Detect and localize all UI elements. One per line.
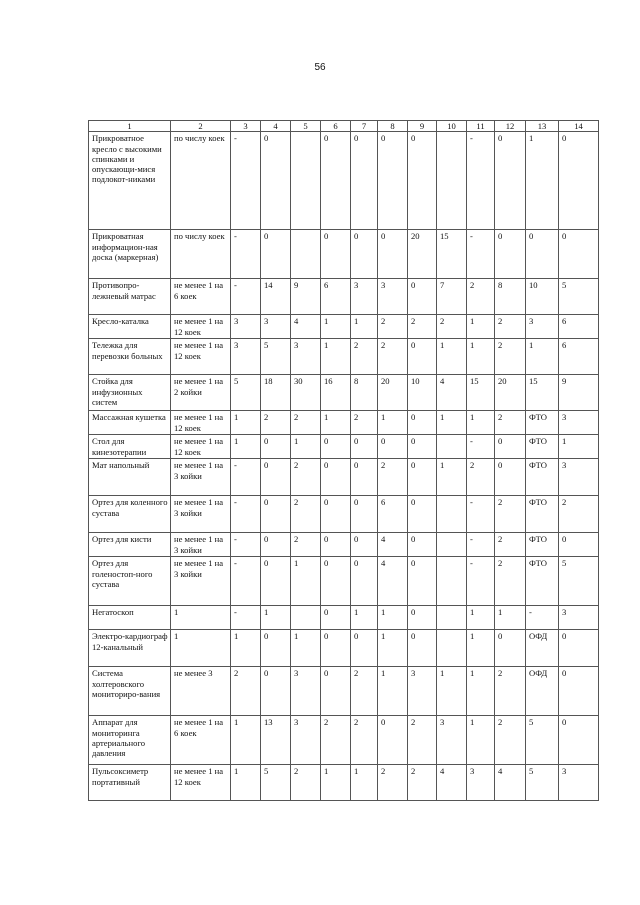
value-cell: 1 (378, 667, 408, 716)
value-cell: 0 (559, 230, 599, 279)
column-header: 4 (261, 121, 291, 132)
value-cell: 1 (351, 606, 378, 630)
value-cell: 3 (291, 667, 321, 716)
value-cell: 0 (495, 459, 526, 496)
value-cell: 1 (351, 315, 378, 339)
value-cell: 2 (351, 339, 378, 375)
value-cell: 5 (261, 765, 291, 801)
table-row (89, 435, 599, 459)
value-cell: - (231, 230, 261, 279)
value-cell: 1 (526, 339, 559, 375)
value-cell: 0 (351, 630, 378, 667)
norm-cell: по числу коек (171, 132, 231, 230)
value-cell: 0 (495, 230, 526, 279)
table-row (89, 375, 599, 411)
value-cell: ОФД (526, 667, 559, 716)
norm-cell: не менее 1 на 12 коек (171, 315, 231, 339)
value-cell: - (231, 279, 261, 315)
value-cell: 0 (559, 533, 599, 557)
table-row (89, 557, 599, 606)
value-cell: 1 (437, 667, 467, 716)
norm-cell: 1 (171, 606, 231, 630)
value-cell: 2 (495, 716, 526, 765)
value-cell: 2 (467, 279, 495, 315)
value-cell: 2 (495, 339, 526, 375)
value-cell: 0 (408, 606, 437, 630)
equipment-name-cell: Кресло-каталка (89, 315, 171, 339)
value-cell: 0 (261, 557, 291, 606)
value-cell: 4 (437, 375, 467, 411)
column-header: 14 (559, 121, 599, 132)
table-row (89, 716, 599, 765)
value-cell: 2 (291, 496, 321, 533)
value-cell: 0 (408, 630, 437, 667)
value-cell: 1 (559, 435, 599, 459)
table-row (89, 315, 599, 339)
value-cell: - (467, 435, 495, 459)
value-cell: 10 (408, 375, 437, 411)
value-cell: ФТО (526, 496, 559, 533)
value-cell: - (231, 557, 261, 606)
value-cell: 4 (291, 315, 321, 339)
value-cell: 1 (261, 606, 291, 630)
value-cell: 0 (321, 667, 351, 716)
value-cell: 16 (321, 375, 351, 411)
value-cell: ФТО (526, 459, 559, 496)
norm-cell: не менее 1 на 3 койки (171, 496, 231, 533)
value-cell: 1 (495, 606, 526, 630)
value-cell: 2 (291, 765, 321, 801)
column-header: 8 (378, 121, 408, 132)
value-cell: 1 (321, 339, 351, 375)
value-cell: 0 (321, 496, 351, 533)
value-cell: 0 (351, 132, 378, 230)
value-cell: 0 (378, 132, 408, 230)
value-cell: 0 (408, 132, 437, 230)
value-cell: 0 (321, 132, 351, 230)
value-cell: 0 (351, 459, 378, 496)
value-cell (291, 230, 321, 279)
column-header: 5 (291, 121, 321, 132)
value-cell: 5 (526, 765, 559, 801)
equipment-name-cell: Ортез для кисти (89, 533, 171, 557)
value-cell: 2 (559, 496, 599, 533)
equipment-name-cell: Пульсоксиметр портативный (89, 765, 171, 801)
value-cell: 2 (291, 533, 321, 557)
value-cell: 0 (261, 533, 291, 557)
value-cell: 1 (351, 765, 378, 801)
value-cell: 2 (437, 315, 467, 339)
value-cell: 14 (261, 279, 291, 315)
value-cell: 0 (321, 459, 351, 496)
value-cell: 3 (437, 716, 467, 765)
value-cell: 1 (231, 411, 261, 435)
value-cell: 30 (291, 375, 321, 411)
equipment-name-cell: Противопро-лежневый матрас (89, 279, 171, 315)
value-cell: 18 (261, 375, 291, 411)
column-header: 13 (526, 121, 559, 132)
value-cell: 0 (261, 496, 291, 533)
value-cell: 6 (559, 315, 599, 339)
value-cell: ФТО (526, 411, 559, 435)
value-cell: 1 (467, 630, 495, 667)
value-cell: 3 (231, 339, 261, 375)
value-cell: 2 (378, 339, 408, 375)
value-cell: 2 (495, 315, 526, 339)
value-cell: 10 (526, 279, 559, 315)
table-row (89, 533, 599, 557)
value-cell: 0 (321, 606, 351, 630)
value-cell: 6 (378, 496, 408, 533)
value-cell: 3 (351, 279, 378, 315)
value-cell: 1 (321, 411, 351, 435)
value-cell: 1 (526, 132, 559, 230)
value-cell: 0 (559, 716, 599, 765)
value-cell: 2 (495, 411, 526, 435)
value-cell: 1 (378, 630, 408, 667)
value-cell: 1 (321, 765, 351, 801)
column-header: 7 (351, 121, 378, 132)
value-cell: 3 (559, 411, 599, 435)
norm-cell: не менее 1 на 12 коек (171, 435, 231, 459)
value-cell: 1 (321, 315, 351, 339)
value-cell: 0 (408, 411, 437, 435)
value-cell: 0 (408, 435, 437, 459)
value-cell: 20 (408, 230, 437, 279)
value-cell (437, 533, 467, 557)
equipment-name-cell: Тележка для перевозки больных (89, 339, 171, 375)
value-cell: - (231, 132, 261, 230)
value-cell: 6 (321, 279, 351, 315)
value-cell: 0 (351, 496, 378, 533)
value-cell: 0 (408, 339, 437, 375)
value-cell: 1 (291, 435, 321, 459)
table-row (89, 339, 599, 375)
value-cell: 20 (378, 375, 408, 411)
value-cell: 1 (291, 630, 321, 667)
value-cell: 0 (321, 533, 351, 557)
value-cell: 3 (559, 765, 599, 801)
value-cell: 2 (378, 765, 408, 801)
norm-cell: не менее 1 на 12 коек (171, 339, 231, 375)
column-header: 3 (231, 121, 261, 132)
value-cell: 0 (378, 435, 408, 459)
norm-cell: не менее 1 на 12 коек (171, 411, 231, 435)
value-cell: 2 (351, 716, 378, 765)
norm-cell: не менее 1 на 3 койки (171, 459, 231, 496)
value-cell: - (231, 459, 261, 496)
value-cell: 1 (467, 339, 495, 375)
value-cell: - (467, 230, 495, 279)
value-cell: 1 (291, 557, 321, 606)
value-cell: 4 (495, 765, 526, 801)
equipment-name-cell: Ортез для коленного сустава (89, 496, 171, 533)
value-cell (291, 606, 321, 630)
value-cell: 2 (351, 667, 378, 716)
value-cell: 0 (351, 230, 378, 279)
value-cell (437, 132, 467, 230)
value-cell: 1 (437, 339, 467, 375)
value-cell: 0 (261, 630, 291, 667)
value-cell: 1 (437, 411, 467, 435)
norm-cell: не менее 1 на 12 коек (171, 765, 231, 801)
value-cell: 0 (559, 132, 599, 230)
value-cell: 5 (526, 716, 559, 765)
table-row (89, 496, 599, 533)
page-number: 56 (314, 62, 326, 73)
norm-cell: не менее 3 (171, 667, 231, 716)
value-cell: 1 (378, 606, 408, 630)
value-cell (291, 132, 321, 230)
value-cell: 0 (408, 279, 437, 315)
value-cell: 8 (495, 279, 526, 315)
table-body (89, 121, 599, 801)
value-cell: 1 (467, 411, 495, 435)
value-cell (437, 557, 467, 606)
value-cell: 0 (351, 533, 378, 557)
table-row (89, 630, 599, 667)
value-cell: 5 (261, 339, 291, 375)
value-cell: 2 (495, 667, 526, 716)
value-cell (437, 606, 467, 630)
column-header: 12 (495, 121, 526, 132)
column-header: 2 (171, 121, 231, 132)
norm-cell: не менее 1 на 2 койки (171, 375, 231, 411)
value-cell: 3 (408, 667, 437, 716)
value-cell: 1 (231, 716, 261, 765)
value-cell: ФТО (526, 557, 559, 606)
value-cell: - (231, 496, 261, 533)
value-cell: 2 (291, 459, 321, 496)
norm-cell: не менее 1 на 6 коек (171, 716, 231, 765)
value-cell: 2 (351, 411, 378, 435)
value-cell: 1 (467, 716, 495, 765)
value-cell: 3 (378, 279, 408, 315)
equipment-name-cell: Стойка для инфузионных систем (89, 375, 171, 411)
value-cell: 0 (261, 230, 291, 279)
table-row (89, 459, 599, 496)
value-cell: 0 (559, 667, 599, 716)
value-cell: 1 (467, 315, 495, 339)
value-cell: 5 (559, 557, 599, 606)
column-header: 6 (321, 121, 351, 132)
equipment-name-cell: Электро-кардиограф 12-канальный (89, 630, 171, 667)
value-cell: 1 (231, 765, 261, 801)
value-cell: 0 (526, 230, 559, 279)
value-cell: - (231, 533, 261, 557)
column-header: 1 (89, 121, 171, 132)
table-row (89, 279, 599, 315)
value-cell: 0 (321, 557, 351, 606)
column-header: 11 (467, 121, 495, 132)
value-cell: - (526, 606, 559, 630)
value-cell: - (467, 557, 495, 606)
value-cell: 2 (495, 496, 526, 533)
value-cell: 0 (408, 496, 437, 533)
value-cell: ФТО (526, 435, 559, 459)
value-cell: 2 (408, 716, 437, 765)
value-cell (437, 496, 467, 533)
table-row (89, 765, 599, 801)
norm-cell: не менее 1 на 3 койки (171, 557, 231, 606)
value-cell: 2 (291, 411, 321, 435)
equipment-name-cell: Система холтеровского мониториро-вания (89, 667, 171, 716)
value-cell: 0 (495, 435, 526, 459)
norm-cell: по числу коек (171, 230, 231, 279)
value-cell: 4 (437, 765, 467, 801)
value-cell: 2 (261, 411, 291, 435)
value-cell: - (231, 606, 261, 630)
value-cell: 3 (559, 459, 599, 496)
value-cell: 4 (378, 557, 408, 606)
equipment-name-cell: Мат напольный (89, 459, 171, 496)
value-cell: 13 (261, 716, 291, 765)
value-cell: - (467, 533, 495, 557)
value-cell: 6 (559, 339, 599, 375)
table-row (89, 667, 599, 716)
value-cell: 1 (467, 667, 495, 716)
value-cell: 0 (321, 630, 351, 667)
value-cell: 1 (467, 606, 495, 630)
column-header: 9 (408, 121, 437, 132)
table-row (89, 230, 599, 279)
value-cell (437, 435, 467, 459)
value-cell: 3 (559, 606, 599, 630)
value-cell: 2 (321, 716, 351, 765)
value-cell: 5 (231, 375, 261, 411)
value-cell: 1 (378, 411, 408, 435)
value-cell: 3 (291, 716, 321, 765)
value-cell: 2 (495, 557, 526, 606)
value-cell: 0 (321, 230, 351, 279)
equipment-name-cell: Стол для кинезотерапии (89, 435, 171, 459)
value-cell: 2 (495, 533, 526, 557)
value-cell: 5 (559, 279, 599, 315)
value-cell: 2 (231, 667, 261, 716)
value-cell: 15 (467, 375, 495, 411)
value-cell: 3 (261, 315, 291, 339)
value-cell: 1 (437, 459, 467, 496)
value-cell: 9 (559, 375, 599, 411)
norm-cell: 1 (171, 630, 231, 667)
value-cell: 0 (351, 435, 378, 459)
value-cell: 8 (351, 375, 378, 411)
value-cell: 0 (495, 132, 526, 230)
value-cell: ОФД (526, 630, 559, 667)
value-cell: 0 (261, 132, 291, 230)
value-cell: 2 (408, 765, 437, 801)
equipment-name-cell: Негатоскоп (89, 606, 171, 630)
table-row (89, 606, 599, 630)
equipment-table (88, 120, 599, 801)
table-row (89, 411, 599, 435)
value-cell: 7 (437, 279, 467, 315)
header-row (89, 121, 599, 132)
value-cell: 0 (408, 557, 437, 606)
equipment-name-cell: Прикроватное кресло с высокими спинками и опускающи-мися подлокот-никами (89, 132, 171, 230)
value-cell: 1 (231, 435, 261, 459)
value-cell: 20 (495, 375, 526, 411)
value-cell: - (467, 496, 495, 533)
value-cell: 0 (321, 435, 351, 459)
equipment-name-cell: Прикроватная информацион-ная доска (маркерная) (89, 230, 171, 279)
value-cell: 4 (378, 533, 408, 557)
equipment-name-cell: Ортез для голеностоп-ного сустава (89, 557, 171, 606)
value-cell: 15 (526, 375, 559, 411)
table-row (89, 132, 599, 230)
value-cell: 2 (378, 459, 408, 496)
value-cell: 3 (231, 315, 261, 339)
value-cell: 2 (467, 459, 495, 496)
value-cell: 0 (351, 557, 378, 606)
value-cell: 0 (408, 533, 437, 557)
value-cell (437, 630, 467, 667)
equipment-name-cell: Массажная кушетка (89, 411, 171, 435)
value-cell: ФТО (526, 533, 559, 557)
value-cell: 3 (291, 339, 321, 375)
value-cell: 0 (408, 459, 437, 496)
value-cell: 0 (261, 459, 291, 496)
value-cell: 0 (495, 630, 526, 667)
value-cell: 0 (559, 630, 599, 667)
value-cell: 3 (467, 765, 495, 801)
value-cell: 0 (261, 667, 291, 716)
value-cell: 2 (408, 315, 437, 339)
value-cell: - (467, 132, 495, 230)
value-cell: 1 (231, 630, 261, 667)
norm-cell: не менее 1 на 6 коек (171, 279, 231, 315)
value-cell: 15 (437, 230, 467, 279)
value-cell: 2 (378, 315, 408, 339)
value-cell: 0 (261, 435, 291, 459)
value-cell: 3 (526, 315, 559, 339)
norm-cell: не менее 1 на 3 койки (171, 533, 231, 557)
column-header: 10 (437, 121, 467, 132)
equipment-name-cell: Аппарат для мониторинга артериального давления (89, 716, 171, 765)
value-cell: 0 (378, 230, 408, 279)
value-cell: 9 (291, 279, 321, 315)
value-cell: 0 (378, 716, 408, 765)
